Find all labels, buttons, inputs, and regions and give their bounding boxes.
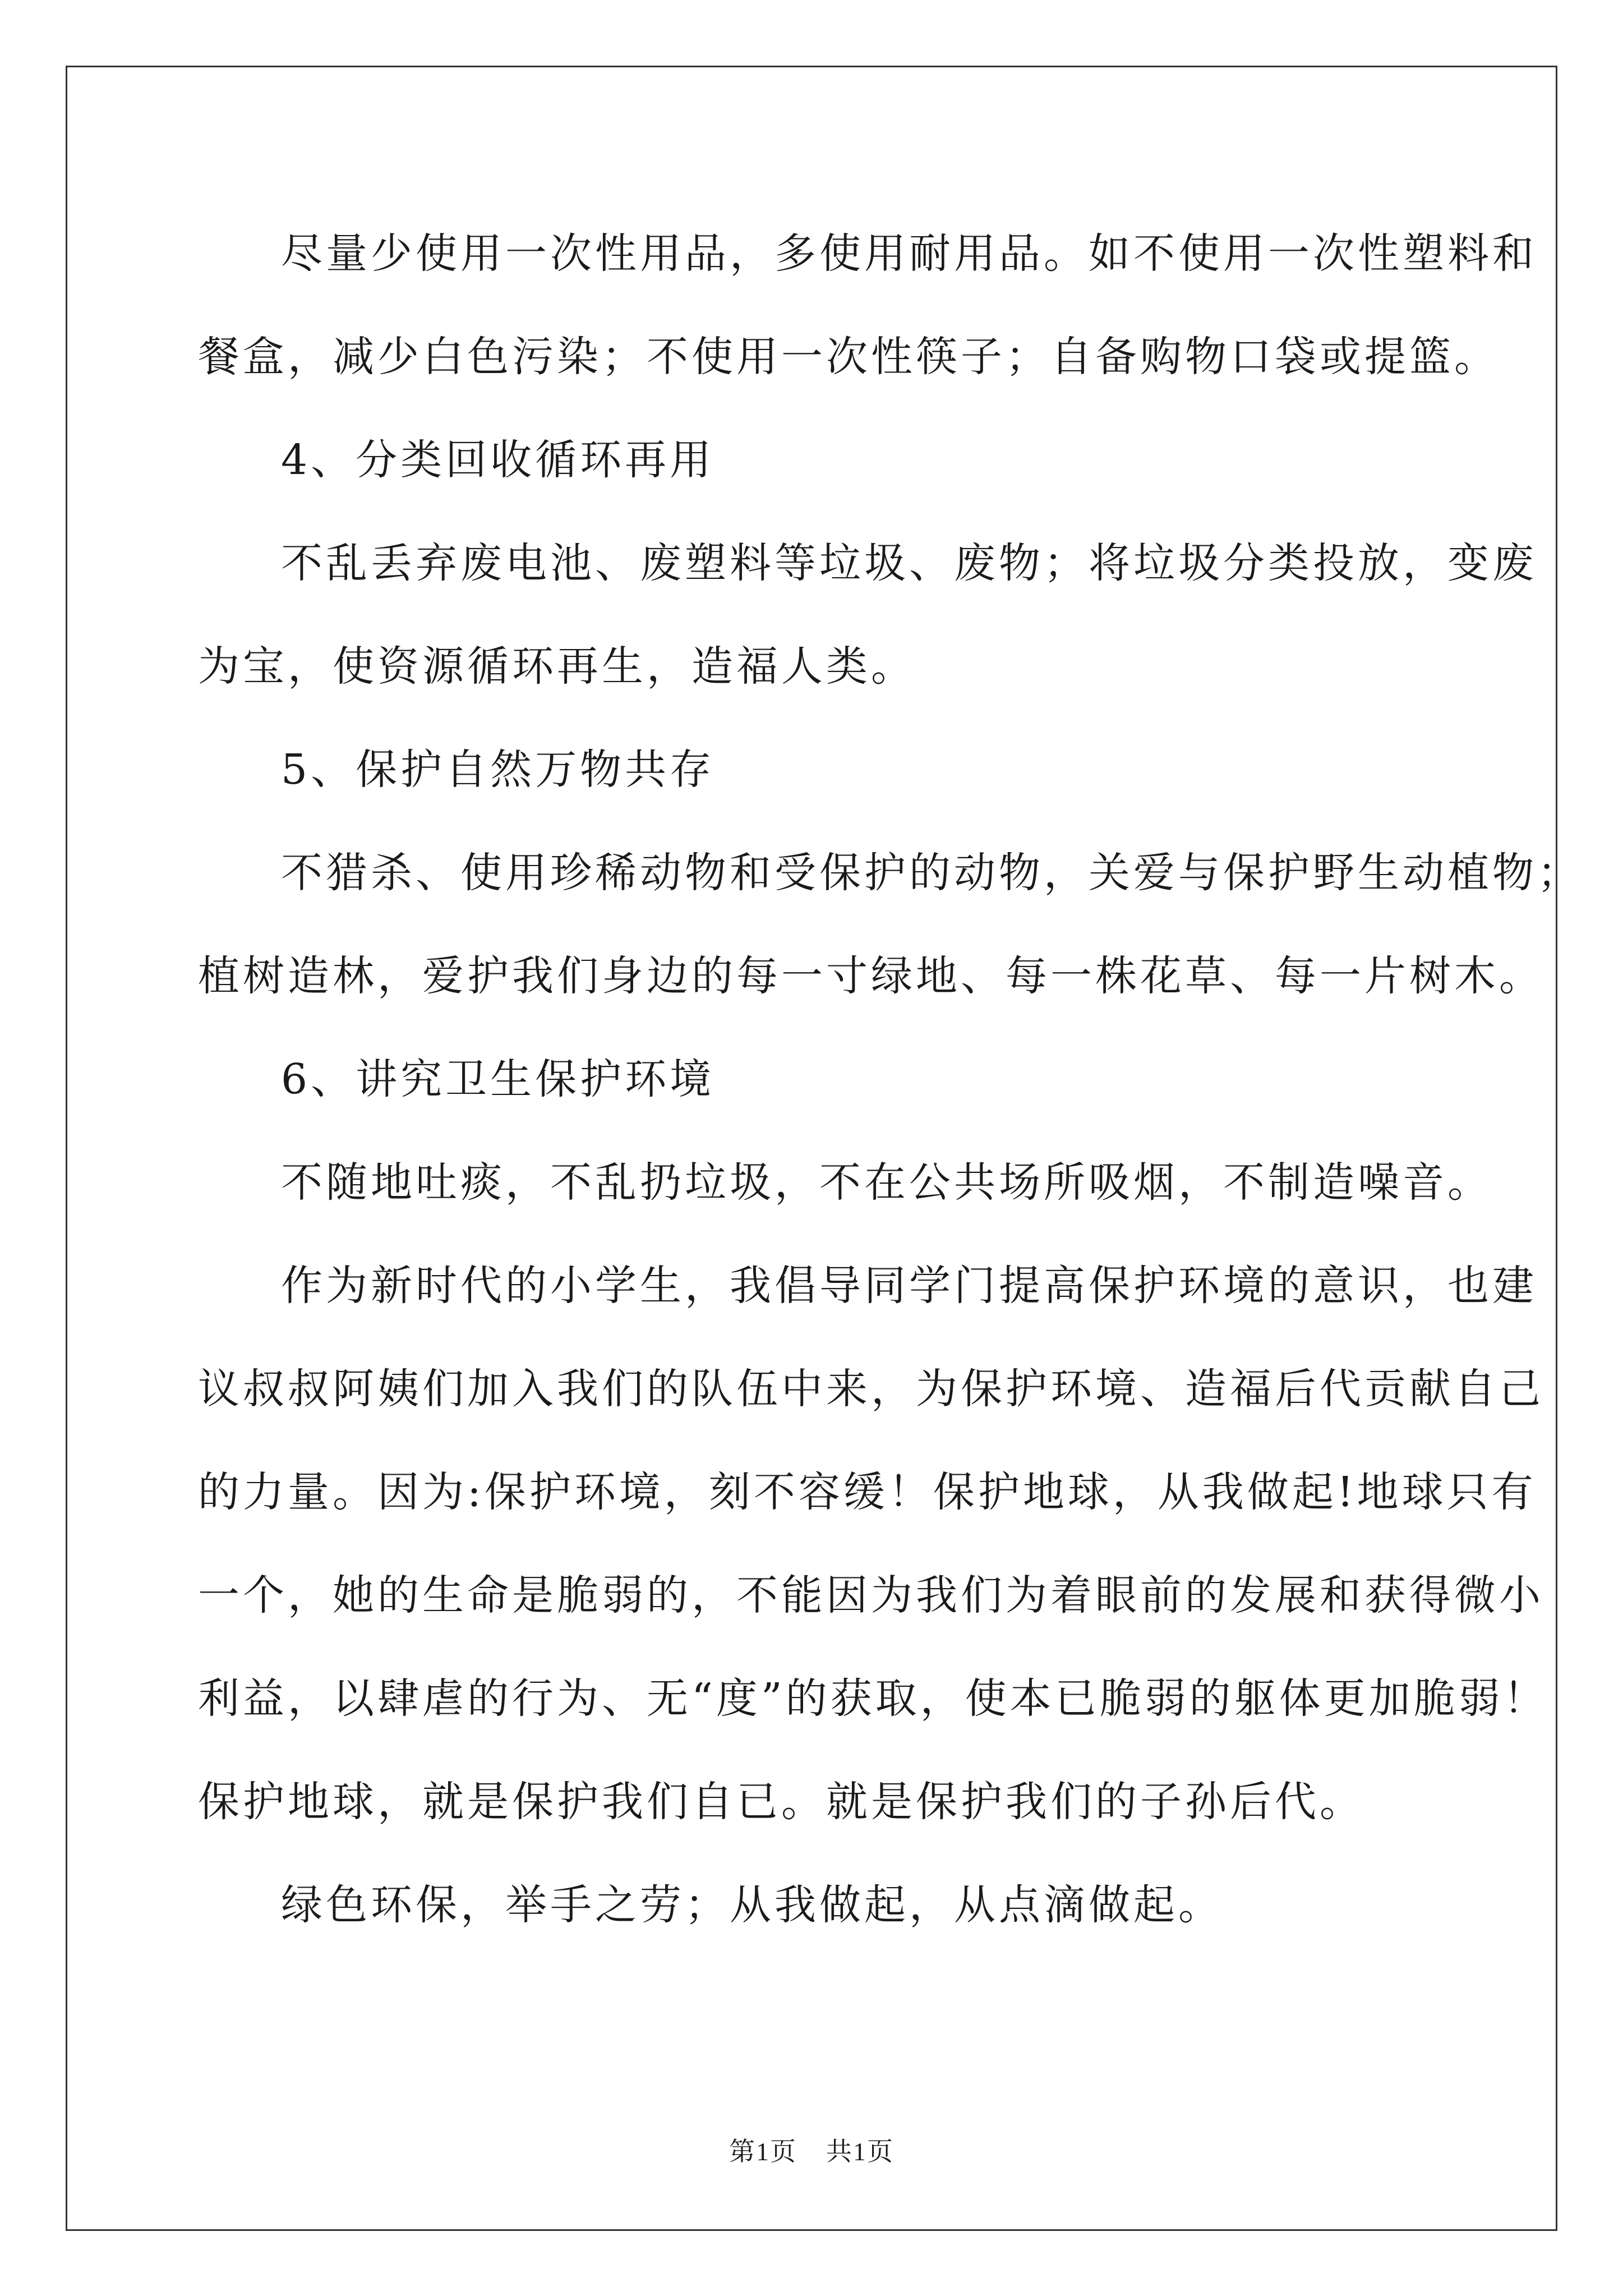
section-heading-6: 6、讲究卫生保护环境 xyxy=(281,1055,715,1103)
page-number: 第1页 xyxy=(729,2137,797,2166)
text-line-12: 议叔叔阿姨们加入我们的队伍中来，为保护环境、造福后代贡献自己 xyxy=(198,1365,1544,1413)
text-line-17: 绿色环保，举手之劳；从我做起，从点滴做起。 xyxy=(281,1881,1223,1929)
text-line-7: 不猎杀、使用珍稀动物和受保护的动物，关爱与保护野生动植物； xyxy=(281,849,1582,897)
section-heading-4: 4、分类回收循环再用 xyxy=(281,436,715,484)
text-line-13: 的力量。因为:保护环境，刻不容缓！保护地球，从我做起!地球只有 xyxy=(198,1468,1537,1516)
section-heading-5: 5、保护自然万物共存 xyxy=(281,746,715,794)
text-line-14: 一个，她的生命是脆弱的，不能因为我们为着眼前的发展和获得微小 xyxy=(198,1571,1544,1619)
document-body xyxy=(198,202,1582,1957)
text-line-11: 作为新时代的小学生，我倡导同学门提高保护环境的意识，也建 xyxy=(281,1262,1537,1310)
text-line-2: 餐盒，减少白色污染；不使用一次性筷子；自备购物口袋或提篮。 xyxy=(198,333,1499,381)
text-line-10: 不随地吐痰，不乱扔垃圾，不在公共场所吸烟，不制造噪音。 xyxy=(281,1158,1492,1207)
text-line-4: 不乱丢弃废电池、废塑料等垃圾、废物；将垃圾分类投放，变废 xyxy=(281,539,1537,587)
page-footer xyxy=(0,2135,1623,2169)
text-line-16: 保护地球，就是保护我们自已。就是保护我们的子孙后代。 xyxy=(198,1778,1364,1826)
text-line-15: 利益，以肆虐的行为、无“度”的获取，使本已脆弱的躯体更加脆弱！ xyxy=(198,1674,1548,1723)
text-line-1: 尽量少使用一次性用品，多使用耐用品。如不使用一次性塑料和 xyxy=(281,229,1537,278)
text-line-5: 为宝，使资源循环再生，造福人类。 xyxy=(198,642,916,691)
text-line-8: 植树造林，爱护我们身边的每一寸绿地、每一株花草、每一片树木。 xyxy=(198,952,1544,1000)
page-total: 共1页 xyxy=(826,2137,894,2166)
